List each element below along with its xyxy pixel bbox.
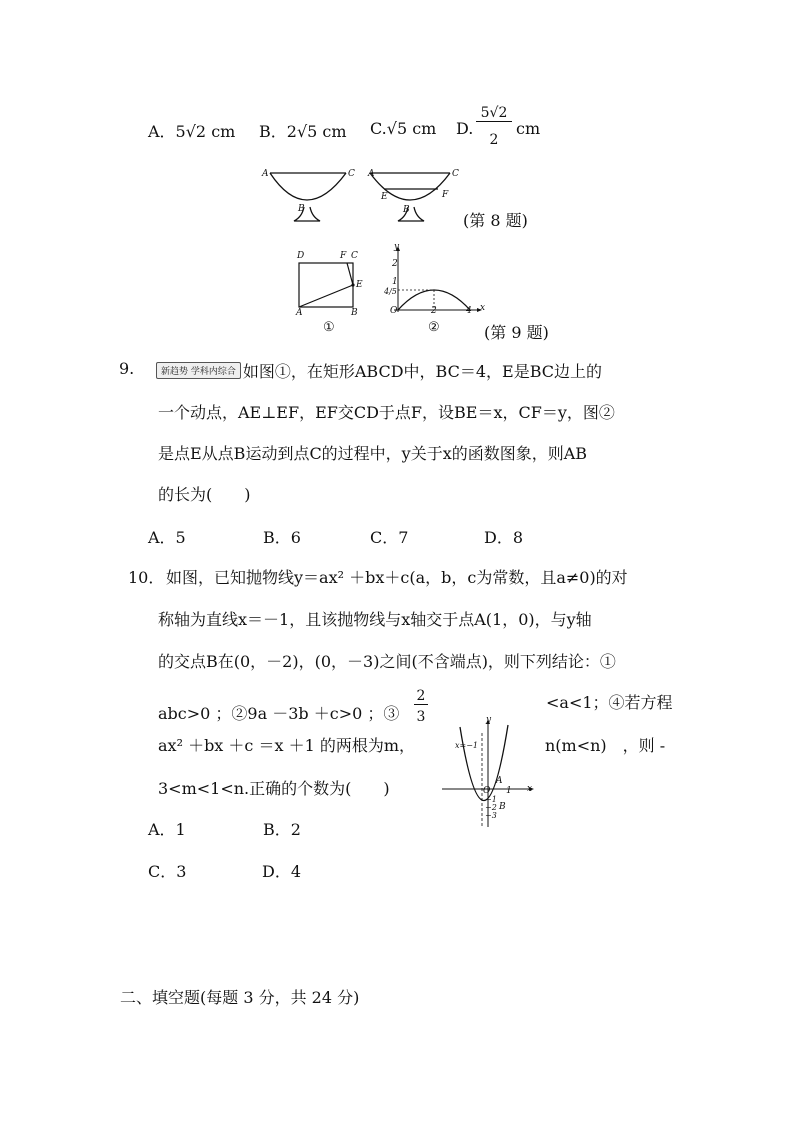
q9-number: 9. [119,359,135,378]
fig8-label-c1: C [348,169,355,179]
fig10-origin: O [483,786,491,796]
q10-line-1: 如图，已知抛物线y＝ax² ＋bx＋c(a，b，c为常数，且a≠0)的对 [166,568,628,587]
q9-line-2: 一个动点，AE⊥EF，EF交CD于点F，设BE＝x，CF＝y，图② [158,403,615,422]
q9-line-1: 如图①，在矩形ABCD中，BC＝4，E是BC边上的 [242,362,603,381]
q8-option-b: B．2√5 cm [259,122,347,141]
fig9-graph-tick-4-5: 4/5 [384,287,397,296]
q9-line-1-wrap [156,359,602,382]
fig9-label-d: D [297,251,305,261]
q9-option-a: A．5 [148,528,186,547]
fig10-y: y [486,715,492,725]
q10-option-c: C．3 [148,862,187,881]
q10-line-4a: abc>0 ；②9a －3b ＋c>0 ；③ [158,704,400,723]
fig10-y-minus-3: −3 [485,811,497,820]
q8-option-c: C.√5 cm [370,119,437,138]
q8-option-d-denominator: 2 [489,132,499,148]
fig9-label-a: A [296,308,303,318]
q10-fraction-denominator: 3 [416,709,426,725]
q9-badge: 新趋势 学科内综合 [156,362,241,379]
q9-option-c: C．7 [370,528,409,547]
fig9-label-f: F [340,251,347,261]
fig9-number-1: ① [323,320,335,335]
fig9-label-c: C [351,251,358,261]
fig8-label-b2: B [403,205,410,215]
q10-option-b: B．2 [263,820,301,839]
fig8-label-e: E [381,192,388,202]
fig10-point-a: A [496,776,503,786]
fig9-graph-x-4: 4 [466,306,472,316]
fig9-graph-origin: O [390,306,398,316]
section-2-heading: 二、填空题(每题 3 分，共 24 分) [120,988,360,1007]
fig8-caption: (第 8 题) [463,211,528,230]
q10-number: 10． [128,568,165,587]
fig8-label-c2: C [452,169,459,179]
q10-option-d: D．4 [262,862,302,881]
q10-line-5b: n(m<n) ，则 - [545,736,666,755]
fig9-graph-x-2: 2 [431,306,437,316]
fig9-label-b: B [351,308,358,318]
fig9-graph-y: y [394,242,400,252]
fig10-x-1: 1 [506,786,512,796]
q10-line-2: 称轴为直线x＝－1，且该抛物线与x轴交于点A(1，0)，与y轴 [158,610,592,629]
fig10-y-minus-1: −1 [485,795,497,804]
fig8-label-b1: B [298,204,305,214]
q9-option-d: D．8 [484,528,524,547]
fig10-point-b: B [499,802,506,812]
q8-option-d-numerator: 5√2 [476,105,512,122]
q10-line-3: 的交点B在(0，－2)，(0，－3)之间(不含端点)，则下列结论：① [158,652,616,671]
q9-line-4: 的长为( ) [158,485,251,504]
q8-option-a: A．5√2 cm [148,122,236,141]
q10-fraction-numerator: 2 [414,688,428,705]
q10-line-5a: ax² ＋bx ＋c ＝x ＋1 的两根为m， [158,736,416,755]
fig10-x: x [527,784,533,794]
fig10-y-minus-2: −2 [485,803,497,812]
fig9-graph-x: x [480,303,486,313]
q8-option-d-unit: cm [516,119,541,138]
fig10-axis-of-symmetry: x=−1 [455,741,479,750]
q9-option-b: B．6 [263,528,301,547]
fig9-number-2: ② [428,320,440,335]
fig8-label-a1: A [262,169,269,179]
q10-line-6: 3<m<1<n.正确的个数为( ) [158,779,390,798]
figure-8 [258,165,458,230]
fig8-label-f: F [442,190,449,200]
figure-9-rectangle [292,258,362,310]
q10-line-4b: <a<1；④若方程 [546,693,673,712]
fig9-caption: (第 9 题) [484,323,549,342]
fig9-label-e: E [356,280,363,290]
q10-option-a: A．1 [148,820,186,839]
q9-line-3: 是点E从点B运动到点C的过程中，y关于x的函数图象，则AB [158,444,588,463]
fig9-graph-tick-1: 1 [392,277,398,287]
fig9-graph-tick-2: 2 [392,259,398,269]
fig8-label-a2: A [368,169,375,179]
q8-option-d-prefix: D. [456,119,474,138]
